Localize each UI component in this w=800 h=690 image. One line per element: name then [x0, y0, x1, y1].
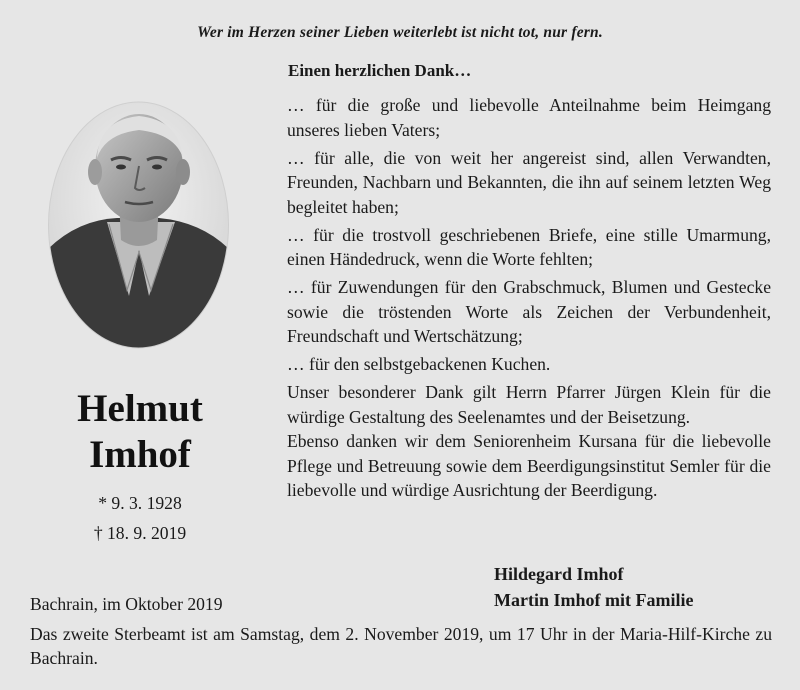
- thanks-paragraph: Unser besonderer Dank gilt Herrn Pfarrer Jürgen Klein für die würdige Gestaltung des Seelenamtes und der Beisetzung.: [287, 382, 771, 427]
- deceased-name: [40, 386, 240, 478]
- death-date: † 18. 9. 2019: [93, 523, 187, 543]
- signer-name: Hildegard Imhof: [494, 564, 624, 584]
- first-name: Helmut: [77, 387, 203, 430]
- last-name: Imhof: [89, 433, 191, 476]
- intro-heading: Einen herzlichen Dank…: [288, 61, 472, 80]
- signers: [494, 561, 693, 613]
- thanks-paragraph: … für den selbstgebackenen Kuchen.: [287, 354, 551, 374]
- place-date: Bachrain, im Oktober 2019: [30, 594, 223, 614]
- birth-date: * 9. 3. 1928: [98, 493, 182, 513]
- portrait-photo: [47, 100, 230, 350]
- signer-name: Martin Imhof mit Familie: [494, 590, 694, 610]
- thanks-paragraph: … für Zuwendungen für den Grabschmuck, Blumen und Gestecke sowie die tröstenden Worte als Zeichen der Verbundenheit, Freundschaft und Wertschätzung;: [287, 277, 771, 346]
- thanks-paragraph: … für die trostvoll geschriebenen Briefe, eine stille Umarmung, einen Händedruck, wenn die Worte fehlten;: [287, 224, 771, 269]
- life-dates: [40, 488, 240, 548]
- thanks-paragraph: … für alle, die von weit her angereist sind, allen Verwandten, Freunden, Nachbarn und Bekannten, die ihn auf seinem letzten Weg begleitet haben;: [287, 147, 771, 217]
- motto: Wer im Herzen seiner Lieben weiterlebt ist nicht tot, nur fern.: [197, 24, 603, 41]
- thanks-paragraph: … für die große und liebevolle Anteilnahme beim Heimgang unseres lieben Vaters;: [287, 95, 771, 140]
- thanks-text: [287, 93, 771, 506]
- thanks-paragraph: Ebenso danken wir dem Seniorenheim Kursana für die liebevolle Pflege und Betreuung sowie dem Beerdigungsinstitut Semler für die liebevolle und würdige Ausrichtung der Beerdigung.: [287, 431, 771, 500]
- service-notice: Das zweite Sterbeamt ist am Samstag, dem 2. November 2019, um 17 Uhr in der Maria-Hilf-Kirche zu Bachrain.: [30, 624, 772, 668]
